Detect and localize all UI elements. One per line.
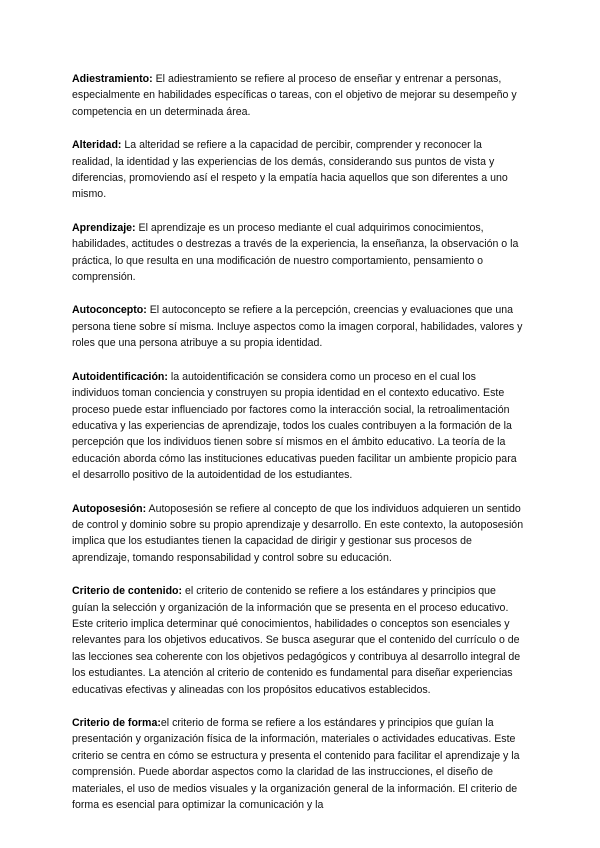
term-label: Adiestramiento: [72, 73, 153, 85]
term-definition: el criterio de forma se refiere a los estándares y principios que guían la presentación y organización física de la información, materiales o actividades educativas. Este criterio se centra en cómo se estructura y presenta el contenido para facilitar el aprendizaje y la comprensión. Puede abordar aspectos como la claridad de las instrucciones, el diseño de materiales, el uso de medios visuales y la organización general de la información. El criterio de forma es esencial para optimizar la comunicación y la [72, 717, 520, 812]
term-definition: El aprendizaje es un proceso mediante el cual adquirimos conocimientos, habilidades, actitudes o destrezas a través de la experiencia, la enseñanza, la observación o la práctica, lo que resulta en una modificación de nuestro comportamiento, pensamiento o comprensión. [72, 221, 519, 284]
glossary-entry-aprendizaje [72, 220, 524, 286]
term-label: Criterio de contenido: [72, 585, 183, 598]
term-definition: El adiestramiento se refiere al proceso de enseñar y entrenar a personas, especialmente en habilidades específicas o tareas, con el objetivo de mejorar su desempeño y competencia en un determinada área. [72, 73, 517, 118]
glossary-entry-criterio-de-forma [72, 715, 524, 813]
document-page [72, 71, 524, 830]
glossary-entry-criterio-de-contenido [72, 583, 524, 698]
term-label: Aprendizaje: [72, 221, 136, 234]
glossary-entry-adiestramiento [72, 71, 524, 120]
term-label: Criterio de forma: [72, 717, 161, 729]
term-definition: Autoposesión se refiere al concepto de que los individuos adquieren un sentido de control y dominio sobre su propio aprendizaje y desarrollo. En este contexto, la autoposesión implica que los estudiantes tienen la capacidad de dirigir y gestionar sus procesos de aprendizaje, tomando responsabilidad y control sobre su educación. [72, 502, 524, 564]
term-label: Alteridad: [72, 139, 122, 152]
term-definition: el criterio de contenido se refiere a los estándares y principios que guían la selección y organización de la información que se presenta en el proceso educativo. Este criterio implica determinar qué conocimientos, habilidades o conceptos son esenciales y relevantes para los objetivos educativos. Se busca asegurar que el contenido del currículo o de las lecciones sea coherente con los objetivos pedagógicos y contribuya al desarrollo integral de los estudiantes. La atención al criterio de contenido es fundamental para diseñar experiencias educativas efectivas y alineadas con los propósitos educativos establecidos. [72, 585, 521, 696]
glossary-entry-autoidentificacion [72, 369, 524, 484]
term-definition: la autoidentificación se considera como un proceso en el cual los individuos toman conciencia y construyen su propia identidad en el contexto educativo. Este proceso puede estar influenciado por factores como la interacción social, la retroalimentación educativa y las experiencias de aprendizaje, todos los cuales contribuyen a la formación de la percepción que los individuos tienen sobre sí mismos en el ámbito educativo. La teoría de la educación aborda cómo las instituciones educativas pueden facilitar un ambiente propicio para el desarrollo positivo de la autoidentidad de los estudiantes. [72, 370, 517, 482]
term-label: Autoposesión: [72, 502, 147, 515]
term-definition: El autoconcepto se refiere a la percepción, creencias y evaluaciones que una persona tiene sobre sí misma. Incluye aspectos como la imagen corporal, habilidades, valores y roles que una persona atribuye a su propia identidad. [72, 304, 523, 350]
glossary-entry-autoconcepto [72, 302, 524, 351]
term-label: Autoconcepto: [72, 304, 147, 317]
term-definition: La alteridad se refiere a la capacidad de percibir, comprender y reconocer la realidad, la identidad y las experiencias de los demás, considerando sus puntos de vista y diferencias, promoviendo así el respeto y la empatía hacia aquellos que son diferentes a uno mismo. [72, 139, 508, 201]
term-label: Autoidentificación: [72, 370, 168, 383]
glossary-entry-autoposesion [72, 501, 524, 567]
glossary-entry-alteridad [72, 137, 524, 203]
